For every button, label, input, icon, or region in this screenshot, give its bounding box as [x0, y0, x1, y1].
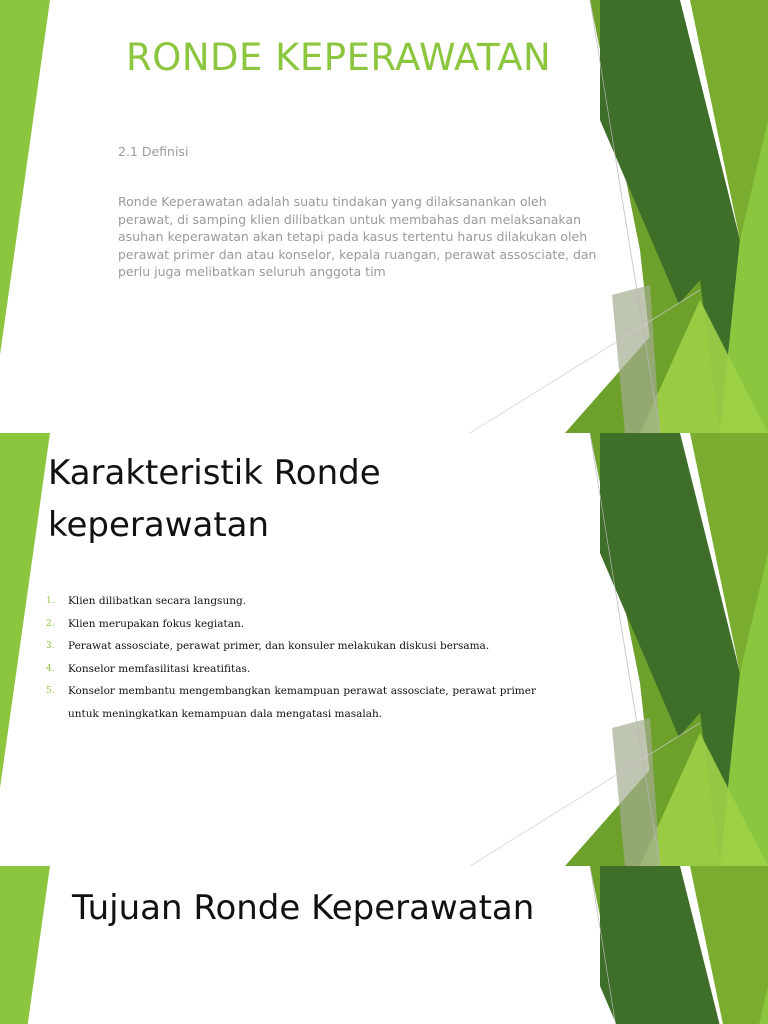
characteristics-list [46, 590, 536, 725]
section-subheading: 2.1 Definisi [118, 144, 189, 159]
list-number: 4. [46, 663, 55, 674]
list-number: 2. [46, 618, 55, 629]
list-item [46, 635, 536, 658]
list-item-text: Perawat assosciate, perawat primer, dan konsuler melakukan diskusi bersama. [68, 640, 490, 652]
list-item [46, 590, 536, 613]
list-number: 1. [46, 596, 55, 606]
slide-karakteristik [0, 433, 768, 866]
list-item-text: Klien merupakan fokus kegiatan. [68, 617, 245, 630]
list-number: 3. [46, 641, 55, 651]
slide-title: RONDE KEPERAWATAN [126, 36, 552, 79]
list-item-text: Klien dilibatkan secara langsung. [68, 595, 247, 607]
list-item [46, 680, 536, 725]
list-item-text: Konselor membantu mengembangkan kemampuan perawat assosciate, perawat primer untuk meningkatkan kemampuan dala mengatasi masalah. [68, 685, 536, 720]
list-item [46, 613, 536, 636]
slide-tujuan [0, 866, 768, 1024]
slide-title: Karakteristik Ronde keperawatan [48, 453, 381, 545]
slide-title: Tujuan Ronde Keperawatan [72, 888, 535, 928]
list-number: 5. [46, 686, 55, 696]
definition-paragraph: Ronde Keperawatan adalah suatu tindakan yang dilaksanankan oleh perawat, di samping klien dilibatkan untuk membahas dan melaksanakan asuhan keperawatan akan tetapi pada kasus tertentu harus dilakukan oleh perawat primer dan atau konselor, kepala ruangan, perawat assosciate, dan perlu juga melibatkan seluruh anggota tim [118, 194, 597, 279]
list-item [46, 658, 536, 681]
list-item-text: Konselor memfasilitasi kreatifitas. [68, 662, 251, 675]
slide-definisi [0, 0, 768, 433]
